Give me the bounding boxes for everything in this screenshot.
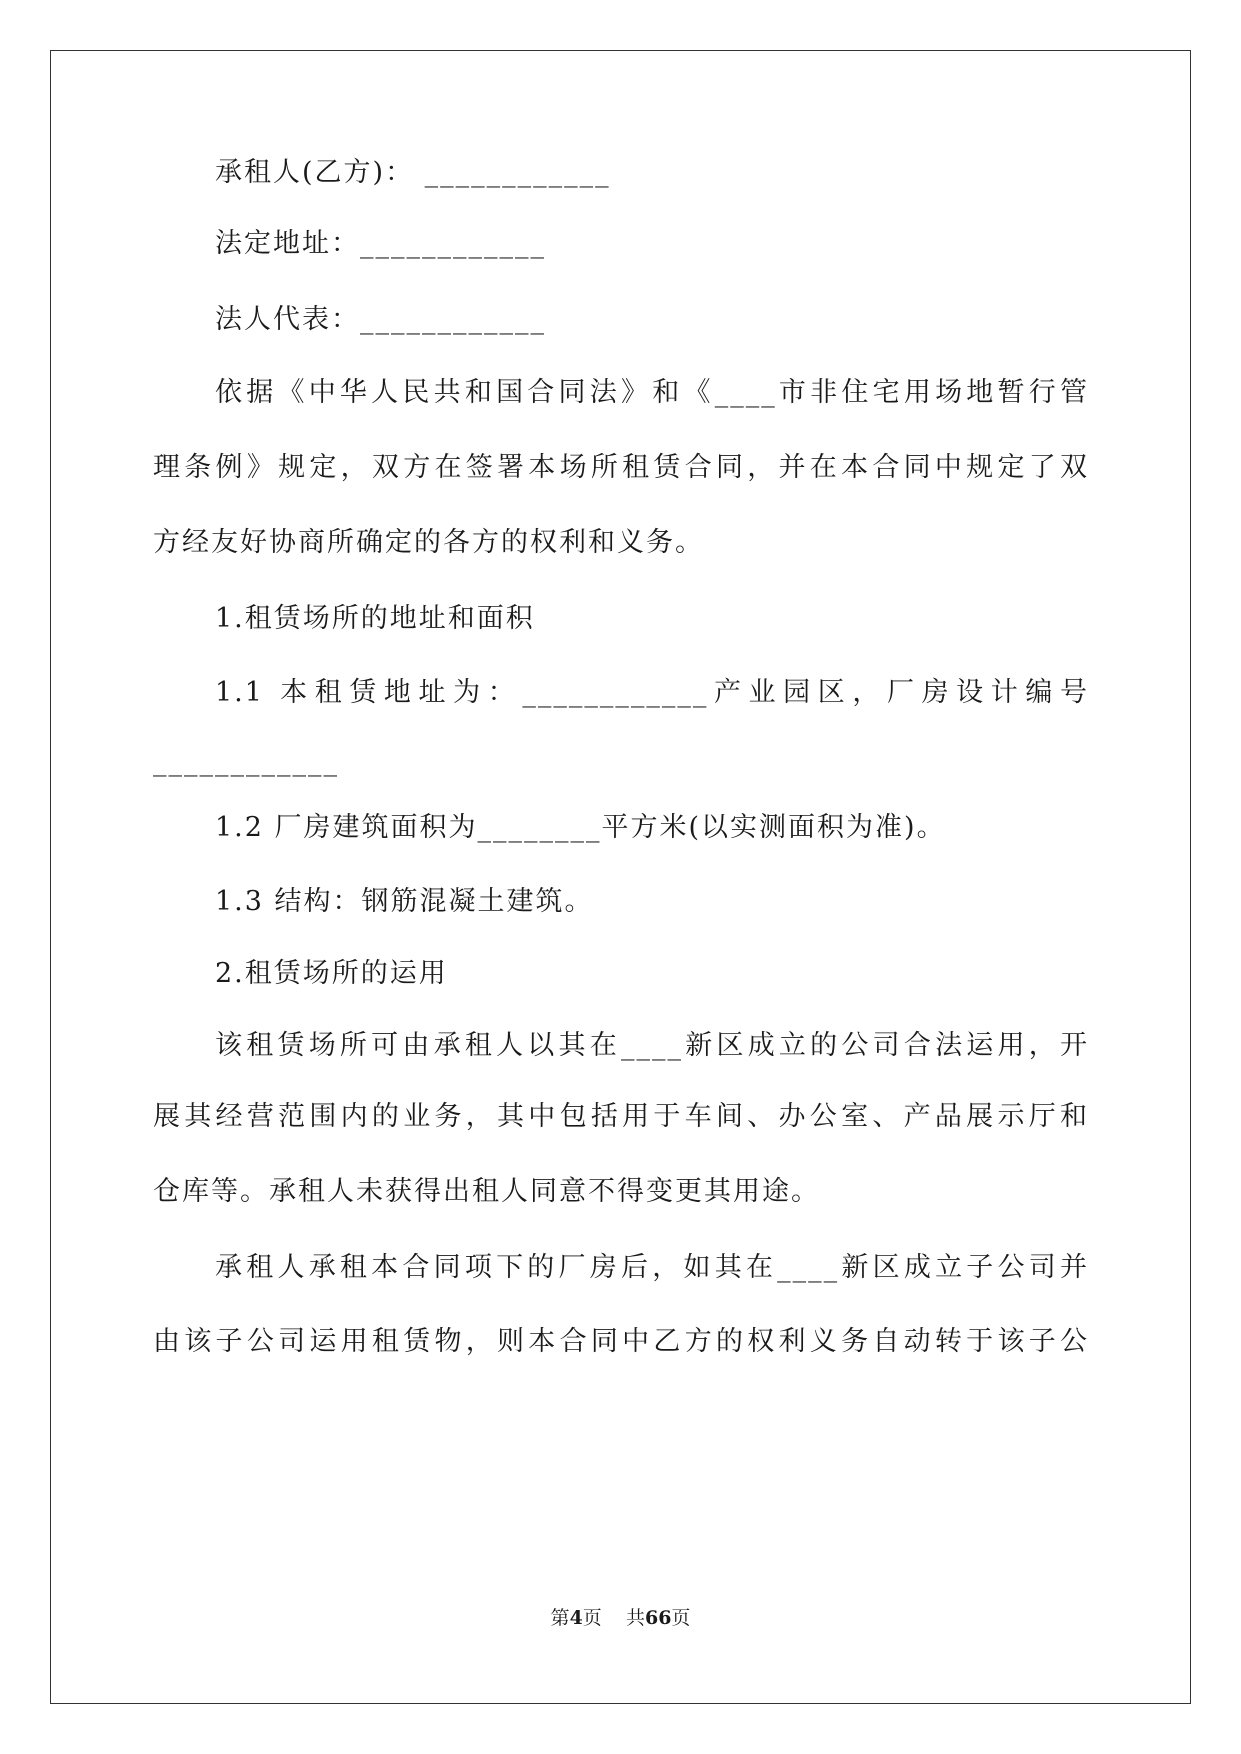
text-line: ____________	[153, 746, 339, 777]
page-middle: 页 共	[582, 1607, 645, 1629]
text-line: 1.1 本租赁地址为：____________产业园区，厂房设计编号	[215, 677, 1089, 708]
text-line: 理条例》规定，双方在签署本场所租赁合同，并在本合同中规定了双	[153, 452, 1089, 483]
text-line: 承租人(乙方)： ____________	[215, 157, 611, 188]
text-line: 该租赁场所可由承租人以其在____新区成立的公司合法运用，开	[215, 1030, 1089, 1061]
text-line: 法人代表：____________	[215, 304, 546, 335]
text-line: 法定地址：____________	[215, 228, 546, 259]
text-line: 展其经营范围内的业务，其中包括用于车间、办公室、产品展示厅和	[153, 1101, 1089, 1132]
section-heading: 1.租赁场所的地址和面积	[215, 603, 535, 634]
text-line: 1.2 厂房建筑面积为________平方米(以实测面积为准)。	[215, 812, 946, 843]
page-number: 4	[569, 1607, 583, 1629]
page-suffix: 页	[671, 1607, 691, 1629]
total-pages: 66	[644, 1607, 672, 1629]
page-prefix: 第	[550, 1607, 570, 1629]
text-line: 依据《中华人民共和国合同法》和《____市非住宅用场地暂行管	[215, 377, 1089, 408]
section-heading: 2.租赁场所的运用	[215, 958, 448, 989]
page-border	[50, 50, 1191, 1704]
text-line: 仓库等。承租人未获得出租人同意不得变更其用途。	[153, 1176, 820, 1207]
text-line: 方经友好协商所确定的各方的权利和义务。	[153, 527, 704, 558]
text-line: 由该子公司运用租赁物，则本合同中乙方的权利义务自动转于该子公	[153, 1326, 1089, 1357]
text-line: 1.3 结构：钢筋混凝土建筑。	[215, 886, 594, 917]
page-footer	[0, 1606, 1241, 1630]
text-line: 承租人承租本合同项下的厂房后，如其在____新区成立子公司并	[215, 1252, 1089, 1283]
